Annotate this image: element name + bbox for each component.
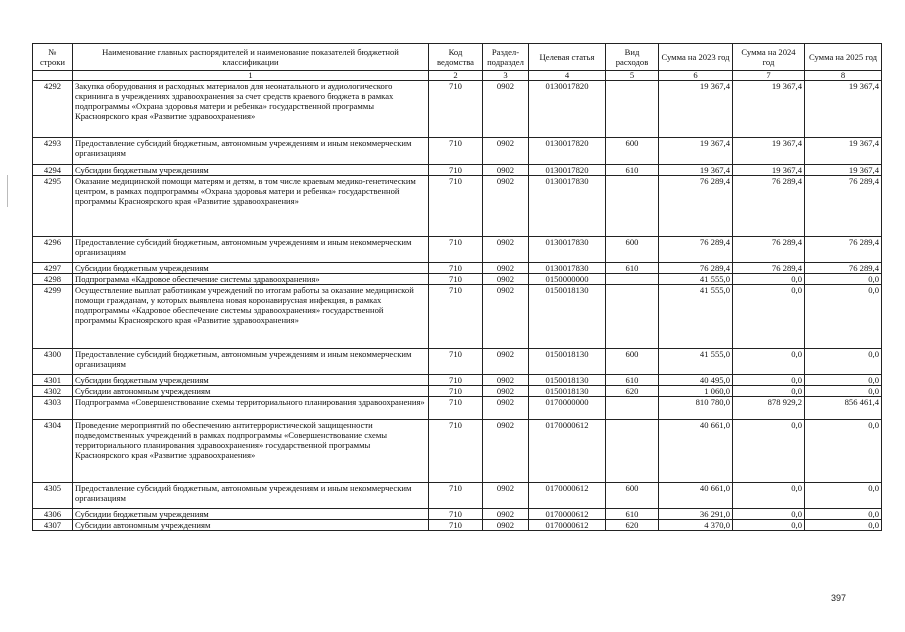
row-expense-type: 600 xyxy=(606,349,659,375)
row-sum-2024: 76 289,4 xyxy=(733,237,805,263)
header-row-no: № строки xyxy=(33,44,73,71)
row-sum-2024: 0,0 xyxy=(733,483,805,509)
row-sum-2023: 76 289,4 xyxy=(659,237,733,263)
row-target: 0170000612 xyxy=(529,520,606,531)
row-number: 4305 xyxy=(33,483,73,509)
column-number-row xyxy=(33,71,882,81)
row-dept-code: 710 xyxy=(429,375,483,386)
row-dept-code: 710 xyxy=(429,509,483,520)
row-target: 0150018130 xyxy=(529,375,606,386)
row-sum-2025: 0,0 xyxy=(805,375,882,386)
column-number: 3 xyxy=(483,71,529,81)
row-sum-2023: 36 291,0 xyxy=(659,509,733,520)
column-number: 4 xyxy=(529,71,606,81)
table-row xyxy=(33,285,882,349)
row-target: 0170000612 xyxy=(529,483,606,509)
row-dept-code: 710 xyxy=(429,397,483,420)
row-sum-2023: 810 780,0 xyxy=(659,397,733,420)
row-expense-type: 610 xyxy=(606,375,659,386)
row-number: 4304 xyxy=(33,420,73,483)
row-number: 4292 xyxy=(33,81,73,138)
row-section: 0902 xyxy=(483,237,529,263)
row-sum-2024: 19 367,4 xyxy=(733,138,805,165)
row-number: 4295 xyxy=(33,176,73,237)
row-sum-2025: 0,0 xyxy=(805,285,882,349)
row-dept-code: 710 xyxy=(429,138,483,165)
row-section: 0902 xyxy=(483,397,529,420)
row-number: 4297 xyxy=(33,263,73,274)
row-expense-type: 610 xyxy=(606,165,659,176)
row-dept-code: 710 xyxy=(429,386,483,397)
table-row xyxy=(33,165,882,176)
row-sum-2023: 40 661,0 xyxy=(659,483,733,509)
header-section: Раздел-подраздел xyxy=(483,44,529,71)
row-number: 4296 xyxy=(33,237,73,263)
table-row xyxy=(33,386,882,397)
row-target: 0130017820 xyxy=(529,138,606,165)
row-expense-type xyxy=(606,81,659,138)
row-target: 0170000000 xyxy=(529,397,606,420)
column-number xyxy=(33,71,73,81)
row-dept-code: 710 xyxy=(429,420,483,483)
row-target: 0150018130 xyxy=(529,386,606,397)
row-sum-2025: 0,0 xyxy=(805,274,882,285)
row-expense-type: 600 xyxy=(606,237,659,263)
row-target: 0130017820 xyxy=(529,81,606,138)
row-sum-2024: 0,0 xyxy=(733,520,805,531)
row-number: 4293 xyxy=(33,138,73,165)
row-dept-code: 710 xyxy=(429,263,483,274)
row-sum-2023: 41 555,0 xyxy=(659,274,733,285)
row-sum-2025: 19 367,4 xyxy=(805,138,882,165)
column-number: 6 xyxy=(659,71,733,81)
row-sum-2025: 0,0 xyxy=(805,386,882,397)
row-section: 0902 xyxy=(483,509,529,520)
row-section: 0902 xyxy=(483,375,529,386)
header-sum-2023: Сумма на 2023 год xyxy=(659,44,733,71)
row-sum-2023: 19 367,4 xyxy=(659,165,733,176)
row-target: 0150018130 xyxy=(529,349,606,375)
table-row xyxy=(33,237,882,263)
row-sum-2025: 0,0 xyxy=(805,509,882,520)
header-dept-code: Код ведомства xyxy=(429,44,483,71)
row-sum-2024: 0,0 xyxy=(733,274,805,285)
row-sum-2024: 0,0 xyxy=(733,285,805,349)
row-dept-code: 710 xyxy=(429,165,483,176)
row-sum-2025: 0,0 xyxy=(805,420,882,483)
row-name: Предоставление субсидий бюджетным, автономным учреждениям и иным некоммерческим организациям xyxy=(73,349,429,375)
column-number: 8 xyxy=(805,71,882,81)
row-section: 0902 xyxy=(483,483,529,509)
row-dept-code: 710 xyxy=(429,349,483,375)
row-section: 0902 xyxy=(483,285,529,349)
table-row xyxy=(33,520,882,531)
row-target: 0150018130 xyxy=(529,285,606,349)
row-sum-2023: 4 370,0 xyxy=(659,520,733,531)
row-expense-type xyxy=(606,285,659,349)
table-header xyxy=(33,44,882,81)
row-name: Субсидии автономным учреждениям xyxy=(73,386,429,397)
table-row xyxy=(33,375,882,386)
row-sum-2025: 0,0 xyxy=(805,349,882,375)
row-name: Проведение мероприятий по обеспечению антитеррористической защищенности подведомственных учреждений в рамках подпрограммы «Совершенствование схемы территориального планирования здравоохранения» государственной программы Красноярского края «Развитие здравоохранения» xyxy=(73,420,429,483)
column-number: 2 xyxy=(429,71,483,81)
row-sum-2024: 0,0 xyxy=(733,375,805,386)
row-expense-type xyxy=(606,420,659,483)
row-name: Предоставление субсидий бюджетным, автономным учреждениям и иным некоммерческим организациям xyxy=(73,138,429,165)
header-expense-type: Вид расходов xyxy=(606,44,659,71)
row-sum-2024: 0,0 xyxy=(733,349,805,375)
row-expense-type: 610 xyxy=(606,509,659,520)
row-dept-code: 710 xyxy=(429,520,483,531)
row-sum-2024: 0,0 xyxy=(733,386,805,397)
row-target: 0150000000 xyxy=(529,274,606,285)
row-dept-code: 710 xyxy=(429,483,483,509)
row-sum-2025: 19 367,4 xyxy=(805,165,882,176)
row-sum-2024: 76 289,4 xyxy=(733,263,805,274)
page-number: 397 xyxy=(831,593,847,603)
row-section: 0902 xyxy=(483,420,529,483)
row-sum-2023: 76 289,4 xyxy=(659,263,733,274)
row-dept-code: 710 xyxy=(429,81,483,138)
row-dept-code: 710 xyxy=(429,285,483,349)
table-row xyxy=(33,349,882,375)
row-sum-2024: 0,0 xyxy=(733,509,805,520)
row-number: 4307 xyxy=(33,520,73,531)
table-row xyxy=(33,138,882,165)
row-number: 4301 xyxy=(33,375,73,386)
row-name: Осуществление выплат работникам учреждений по итогам работы за оказание медицинской помощи гражданам, у которых выявлена новая коронавирусная инфекция, в рамках подпрограммы «Кадровое обеспечение системы здравоохранения» государственной программы Красноярского края «Развитие здравоохранения» xyxy=(73,285,429,349)
row-name: Подпрограмма «Совершенствование схемы территориального планирования здравоохранения» xyxy=(73,397,429,420)
row-sum-2025: 0,0 xyxy=(805,520,882,531)
row-number: 4302 xyxy=(33,386,73,397)
row-name: Оказание медицинской помощи матерям и детям, в том числе краевым медико-генетическим центром, в рамках подпрограммы «Охрана здоровья матери и ребенка» государственной программы Красноярского края «Развитие здравоохранения» xyxy=(73,176,429,237)
row-expense-type: 620 xyxy=(606,386,659,397)
scan-artifact-line xyxy=(7,175,8,207)
table-row xyxy=(33,420,882,483)
row-sum-2024: 76 289,4 xyxy=(733,176,805,237)
row-section: 0902 xyxy=(483,138,529,165)
row-expense-type: 600 xyxy=(606,483,659,509)
row-name: Субсидии автономным учреждениям xyxy=(73,520,429,531)
row-section: 0902 xyxy=(483,386,529,397)
row-name: Субсидии бюджетным учреждениям xyxy=(73,165,429,176)
row-sum-2023: 1 060,0 xyxy=(659,386,733,397)
row-sum-2023: 40 495,0 xyxy=(659,375,733,386)
table-row xyxy=(33,263,882,274)
row-section: 0902 xyxy=(483,349,529,375)
row-section: 0902 xyxy=(483,263,529,274)
row-sum-2023: 41 555,0 xyxy=(659,285,733,349)
table-body xyxy=(33,81,882,531)
row-sum-2024: 19 367,4 xyxy=(733,81,805,138)
row-number: 4306 xyxy=(33,509,73,520)
row-dept-code: 710 xyxy=(429,176,483,237)
row-target: 0130017830 xyxy=(529,176,606,237)
row-sum-2023: 41 555,0 xyxy=(659,349,733,375)
row-sum-2025: 76 289,4 xyxy=(805,263,882,274)
row-section: 0902 xyxy=(483,81,529,138)
row-target: 0130017830 xyxy=(529,263,606,274)
header-name: Наименование главных распорядителей и наименование показателей бюджетной классификации xyxy=(73,44,429,71)
row-expense-type xyxy=(606,274,659,285)
row-number: 4303 xyxy=(33,397,73,420)
table-row xyxy=(33,274,882,285)
row-dept-code: 710 xyxy=(429,274,483,285)
column-number: 7 xyxy=(733,71,805,81)
row-expense-type: 600 xyxy=(606,138,659,165)
row-sum-2023: 19 367,4 xyxy=(659,138,733,165)
row-sum-2024: 878 929,2 xyxy=(733,397,805,420)
header-sum-2025: Сумма на 2025 год xyxy=(805,44,882,71)
row-number: 4300 xyxy=(33,349,73,375)
row-sum-2025: 76 289,4 xyxy=(805,237,882,263)
row-sum-2025: 76 289,4 xyxy=(805,176,882,237)
row-target: 0170000612 xyxy=(529,420,606,483)
row-section: 0902 xyxy=(483,176,529,237)
table-row xyxy=(33,397,882,420)
row-section: 0902 xyxy=(483,165,529,176)
row-name: Предоставление субсидий бюджетным, автономным учреждениям и иным некоммерческим организациям xyxy=(73,237,429,263)
row-target: 0170000612 xyxy=(529,509,606,520)
header-target: Целевая статья xyxy=(529,44,606,71)
header-sum-2024: Сумма на 2024 год xyxy=(733,44,805,71)
row-number: 4294 xyxy=(33,165,73,176)
table-row xyxy=(33,483,882,509)
row-section: 0902 xyxy=(483,520,529,531)
row-sum-2024: 0,0 xyxy=(733,420,805,483)
row-sum-2025: 19 367,4 xyxy=(805,81,882,138)
budget-table xyxy=(32,43,882,531)
column-number: 5 xyxy=(606,71,659,81)
row-name: Предоставление субсидий бюджетным, автономным учреждениям и иным некоммерческим организациям xyxy=(73,483,429,509)
row-target: 0130017830 xyxy=(529,237,606,263)
row-name: Субсидии бюджетным учреждениям xyxy=(73,509,429,520)
row-name: Субсидии бюджетным учреждениям xyxy=(73,263,429,274)
row-sum-2024: 19 367,4 xyxy=(733,165,805,176)
row-expense-type: 610 xyxy=(606,263,659,274)
row-name: Субсидии бюджетным учреждениям xyxy=(73,375,429,386)
row-sum-2023: 40 661,0 xyxy=(659,420,733,483)
row-number: 4299 xyxy=(33,285,73,349)
row-sum-2023: 76 289,4 xyxy=(659,176,733,237)
row-section: 0902 xyxy=(483,274,529,285)
row-target: 0130017820 xyxy=(529,165,606,176)
row-sum-2025: 0,0 xyxy=(805,483,882,509)
row-expense-type xyxy=(606,176,659,237)
table-row xyxy=(33,176,882,237)
row-name: Закупка оборудования и расходных материалов для неонатального и аудиологического скрининга в учреждениях здравоохранения за счет средств краевого бюджета в рамках подпрограммы «Охрана здоровья матери и ребенка» государственной программы Красноярского края «Развитие здравоохранения» xyxy=(73,81,429,138)
column-number: 1 xyxy=(73,71,429,81)
row-expense-type: 620 xyxy=(606,520,659,531)
row-name: Подпрограмма «Кадровое обеспечение системы здравоохранения» xyxy=(73,274,429,285)
table-row xyxy=(33,509,882,520)
row-sum-2025: 856 461,4 xyxy=(805,397,882,420)
row-number: 4298 xyxy=(33,274,73,285)
row-expense-type xyxy=(606,397,659,420)
table-row xyxy=(33,81,882,138)
row-dept-code: 710 xyxy=(429,237,483,263)
row-sum-2023: 19 367,4 xyxy=(659,81,733,138)
